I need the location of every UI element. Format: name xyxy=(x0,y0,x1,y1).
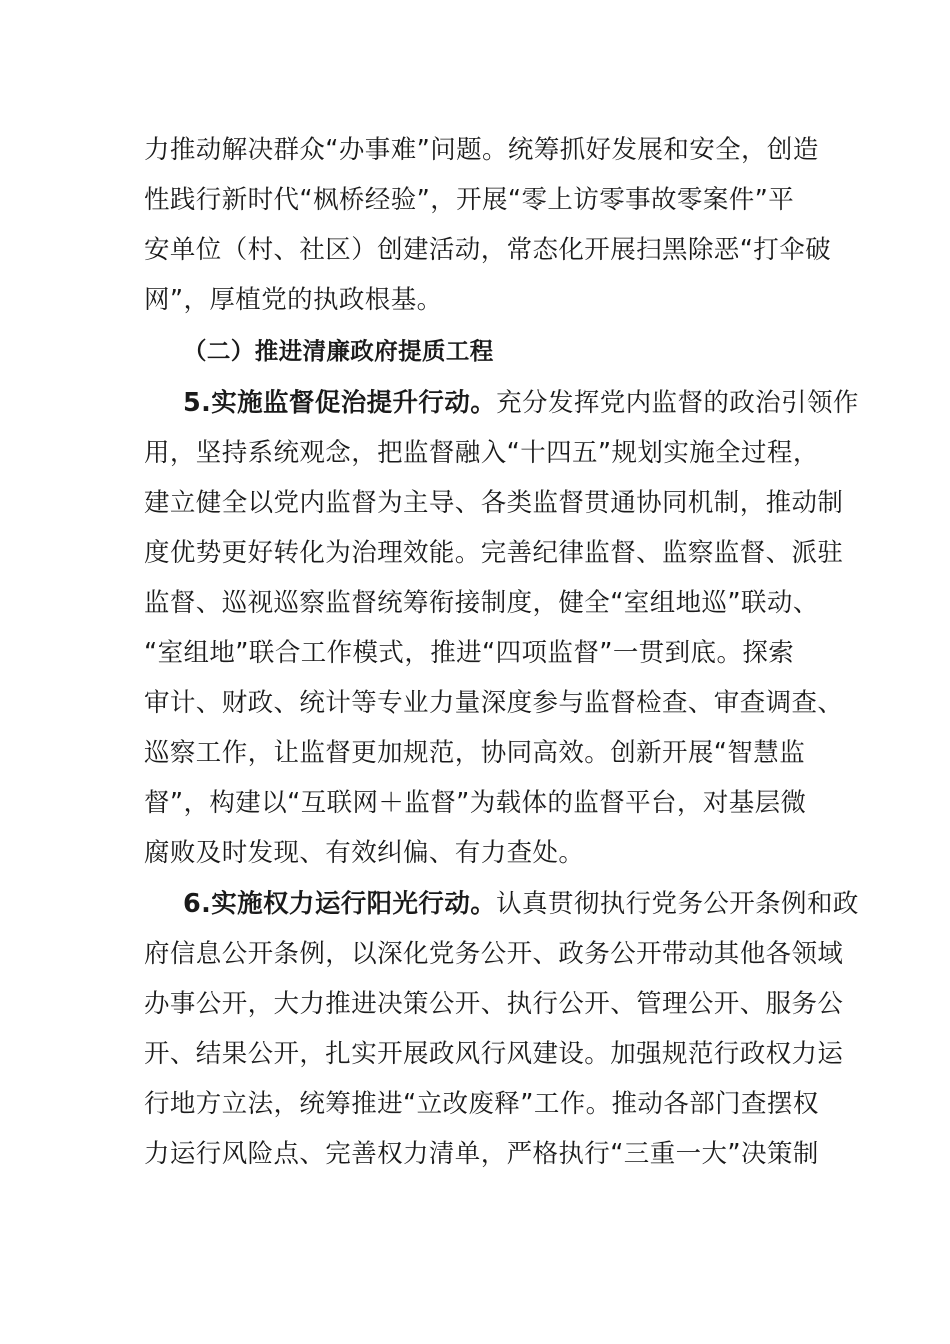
paragraph-line: 审计、财政、统计等专业力量深度参与监督检查、审查调查、 xyxy=(144,688,844,718)
paragraph-line: 腐败及时发现、有效纠偏、有力查处。 xyxy=(144,838,585,868)
paragraph-line xyxy=(183,383,859,423)
paragraph-line: 行地方立法，统筹推进“立改废释”工作。推动各部门查摆权 xyxy=(144,1089,819,1119)
item-title: 5.实施监督促治提升行动。 xyxy=(183,388,497,418)
item-text: 充分发挥党内监督的政治引领作 xyxy=(496,388,859,418)
paragraph-line: 监督、巡视巡察监督统筹衔接制度，健全“室组地巡”联动、 xyxy=(144,588,819,618)
paragraph-line: 府信息公开条例，以深化党务公开、政务公开带动其他各领域 xyxy=(144,939,844,969)
paragraph-line: 度优势更好转化为治理效能。完善纪律监督、监察监督、派驻 xyxy=(144,538,844,568)
paragraph-line: 开、结果公开，扎实开展政风行风建设。加强规范行政权力运 xyxy=(144,1039,844,1069)
item-title: 6.实施权力运行阳光行动。 xyxy=(183,889,497,919)
item-text: 认真贯彻执行党务公开条例和政 xyxy=(496,889,859,919)
paragraph-line: “室组地”联合工作模式，推进“四项监督”一贯到底。探索 xyxy=(144,638,795,668)
section-heading: （二）推进清廉政府提质工程 xyxy=(183,337,494,365)
paragraph-line: 办事公开，大力推进决策公开、执行公开、管理公开、服务公 xyxy=(144,989,844,1019)
paragraph-line: 性践行新时代“枫桥经验”，开展“零上访零事故零案件”平 xyxy=(144,185,795,215)
paragraph-line: 力推动解决群众“办事难”问题。统筹抓好发展和安全，创造 xyxy=(144,135,819,165)
paragraph-line: 力运行风险点、完善权力清单，严格执行“三重一大”决策制 xyxy=(144,1139,819,1169)
paragraph-line: 网”，厚植党的执政根基。 xyxy=(144,285,443,315)
paragraph-line: 巡察工作，让监督更加规范，协同高效。创新开展“智慧监 xyxy=(144,738,806,768)
paragraph-line: 用，坚持系统观念，把监督融入“十四五”规划实施全过程， xyxy=(144,438,819,468)
paragraph-line: 建立健全以党内监督为主导、各类监督贯通协同机制，推动制 xyxy=(144,488,844,518)
paragraph-line: 安单位（村、社区）创建活动，常态化开展扫黑除恶“打伞破 xyxy=(144,235,832,265)
paragraph-line: 督”，构建以“互联网＋监督”为载体的监督平台，对基层微 xyxy=(144,788,807,818)
paragraph-line xyxy=(183,884,859,924)
